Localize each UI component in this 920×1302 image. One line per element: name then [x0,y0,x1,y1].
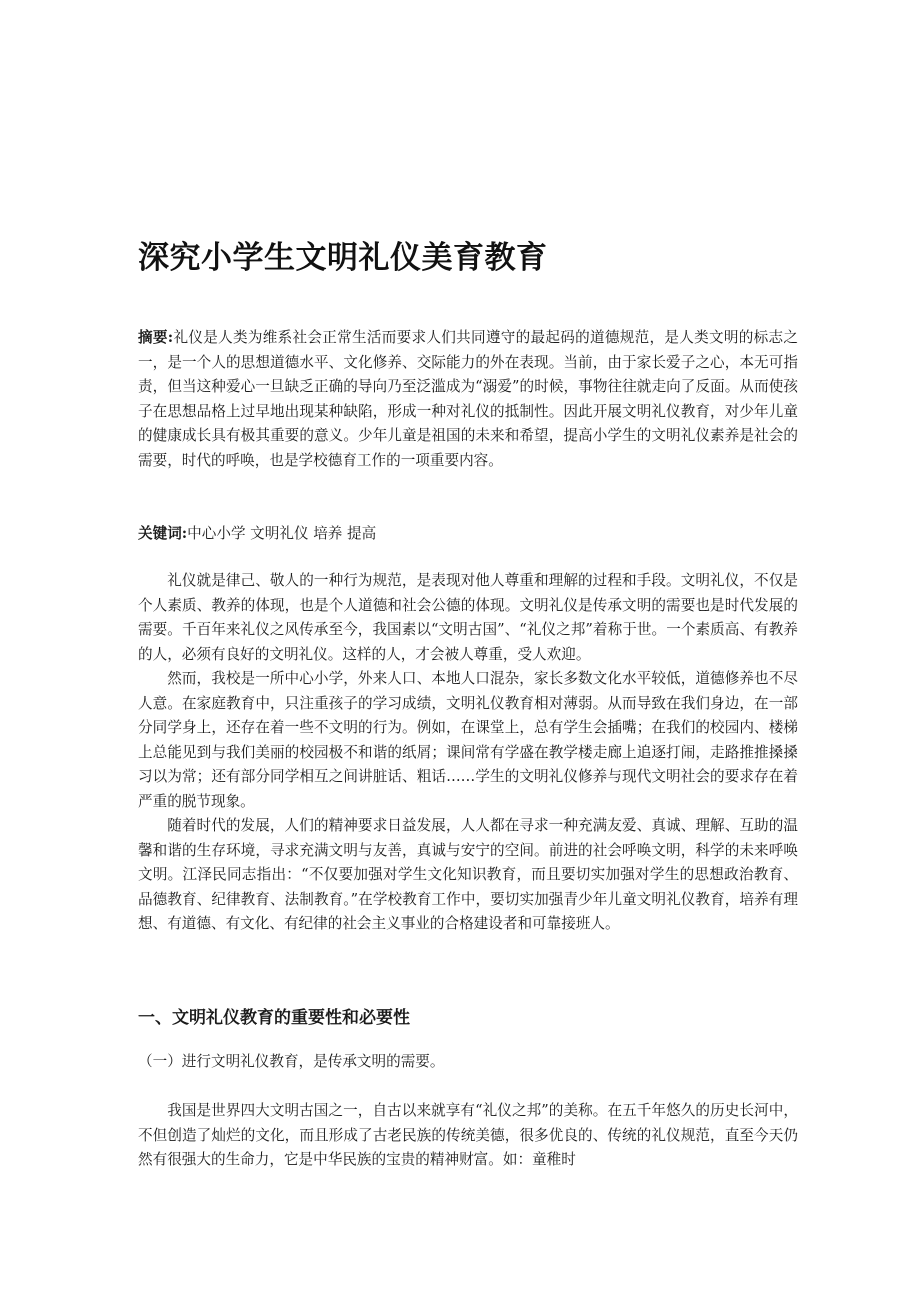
abstract-text: 礼仪是人类为维系社会正常生活而要求人们共同遵守的最起码的道德规范，是人类文明的标志之一，是一个人的思想道德水平、文化修养、交际能力的外在表现。当前，由于家长爱子之心，本无可指责，但当这种爱心一旦缺乏正确的导向乃至泛滥成为“溺爱”的时候，事物往往就走向了反面。从而使孩子在思想品格上过早地出现某种缺陷，形成一种对礼仪的抵制性。因此开展文明礼仪教育，对少年儿童的健康成长具有极其重要的意义。少年儿童是祖国的未来和希望，提高小学生的文明礼仪素养是社会的需要，时代的呼唤，也是学校德育工作的一项重要内容。 [138,329,798,469]
body-paragraph-1: 礼仪就是律己、敬人的一种行为规范，是表现对他人尊重和理解的过程和手段。文明礼仪，不仅是个人素质、教养的体现，也是个人道德和社会公德的体现。文明礼仪是传承文明的需要也是时代发展的需要。千百年来礼仪之风传承至今，我国素以“文明古国”、“礼仪之邦”着称于世。一个素质高、有教养的人，必须有良好的文明礼仪。这样的人，才会被人尊重，受人欢迎。 [138,572,798,663]
abstract-block [138,326,798,473]
subsection-body [138,1099,798,1173]
body-paragraph-2: 然而，我校是一所中心小学，外来人口、本地人口混杂，家长多数文化水平较低，道德修养也不尽人意。在家庭教育中，只注重孩子的学习成绩，文明礼仪教育相对薄弱。从而导致在我们身边，在一部分同学身上，还存在着一些不文明的行为。例如，在课堂上，总有学生会插嘴；在我们的校园内、楼梯上总能见到与我们美丽的校园极不和谐的纸屑；课间常有学盛在教学楼走廊上追逐打闹，走路推推搡搡习以为常；还有部分同学相互之间讲脏话、粗话……学生的文明礼仪修养与现代文明社会的要求存在着严重的脱节现象。 [138,670,798,810]
section-heading-1: 一、文明礼仪教育的重要性和必要性 [138,1008,410,1028]
abstract-label: 摘要: [138,329,174,346]
keywords-text: 中心小学 文明礼仪 培养 提高 [187,525,377,542]
keywords-block [138,522,798,547]
document-title: 深究小学生文明礼仪美育教育 [138,240,548,276]
subsection-paragraph-1: 我国是世界四大文明古国之一，自古以来就享有“礼仪之邦”的美称。在五千年悠久的历史长河中，不但创造了灿烂的文化，而且形成了古老民族的传统美德，很多优良的、传统的礼仪规范，直至今天仍然有很强大的生命力，它是中华民族的宝贵的精神财富。如：童稚时 [138,1102,798,1168]
body-paragraph-3: 随着时代的发展，人们的精神要求日益发展，人人都在寻求一种充满友爱、真诚、理解、互助的温馨和谐的生存环境，寻求充满文明与友善，真诚与安宁的空间。前进的社会呼唤文明，科学的未来呼唤文明。江泽民同志指出：“不仅要加强对学生文化知识教育，而且要切实加强对学生的思想政治教育、品德教育、纪律教育、法制教育。”在学校教育工作中，要切实加强青少年儿童文明礼仪教育，培养有理想、有道德、有文化、有纪律的社会主义事业的合格建设者和可靠接班人。 [138,817,798,932]
keywords-label: 关键词: [138,525,188,542]
subsection-heading-1: （一）进行文明礼仪教育，是传承文明的需要。 [138,1053,445,1070]
body-block [138,569,798,937]
